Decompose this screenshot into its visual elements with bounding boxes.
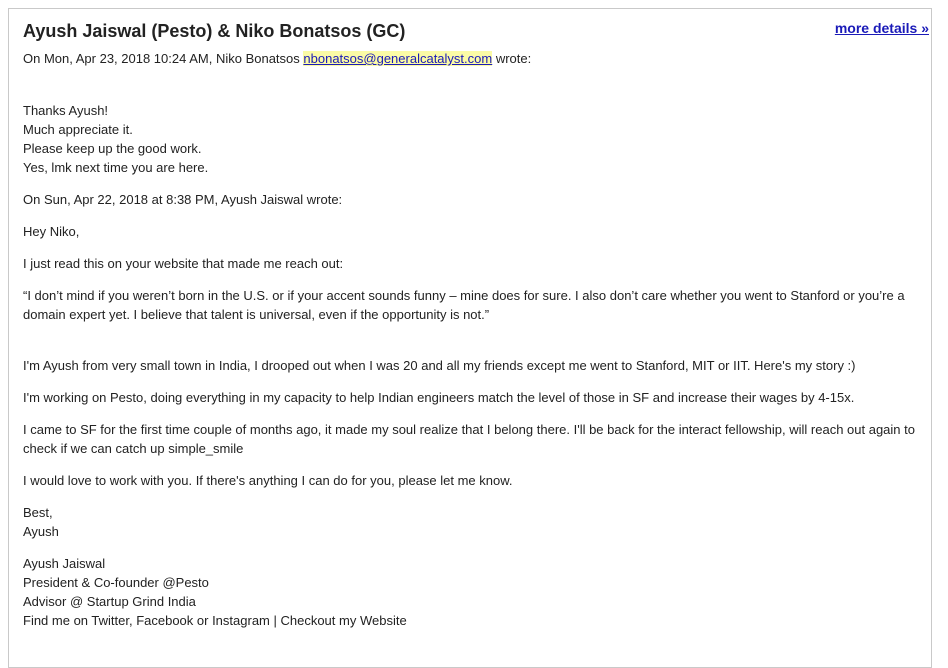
signature-title: President & Co-founder @Pesto bbox=[23, 575, 209, 590]
more-details-link[interactable]: more details » bbox=[834, 20, 929, 36]
reply-line: Much appreciate it. bbox=[23, 122, 133, 137]
email-subject: Ayush Jaiswal (Pesto) & Niko Bonatsos (GC) bbox=[23, 21, 406, 41]
reply-line: Thanks Ayush! bbox=[23, 103, 109, 118]
intro-line: I just read this on your website that made me reach out: bbox=[23, 256, 344, 271]
body-paragraph: I'm Ayush from very small town in India, I drooped out when I was 20 and all my friends except me went to Stanford, MIT or IIT. Here's my story :) bbox=[23, 358, 856, 373]
original-attribution: On Sun, Apr 22, 2018 at 8:38 PM, Ayush Jaiswal wrote: bbox=[23, 192, 343, 207]
email-panel bbox=[8, 8, 932, 668]
greeting: Hey Niko, bbox=[23, 224, 80, 239]
sender-email-link[interactable]: nbonatsos@generalcatalyst.com bbox=[303, 51, 493, 66]
reply-attribution bbox=[23, 49, 531, 68]
body-paragraph: I came to SF for the first time couple of months ago, it made my soul realize that I belong there. I'll be back for the interact fellowship, will reach out again to check if we can catch up simple_smile bbox=[23, 422, 915, 456]
reply-attribution-prefix: On Mon, Apr 23, 2018 10:24 AM, Niko Bonatsos bbox=[23, 51, 300, 66]
signature-name: Ayush Jaiswal bbox=[23, 556, 106, 571]
body-paragraph: I would love to work with you. If there's anything I can do for you, please let me know. bbox=[23, 473, 513, 488]
signature-advisor: Advisor @ Startup Grind India bbox=[23, 594, 196, 609]
body-paragraph: I'm working on Pesto, doing everything in my capacity to help Indian engineers match the level of those in SF and increase their wages by 4-15x. bbox=[23, 390, 855, 405]
signoff-name: Ayush bbox=[23, 524, 59, 539]
website-quote: “I don’t mind if you weren’t born in the U.S. or if your accent sounds funny – mine does for sure. I also don’t care whether you went to Stanford or you’re a domain expert yet. I believe that talent is universal, even if the opportunity is not.” bbox=[23, 288, 905, 322]
reply-line: Please keep up the good work. bbox=[23, 141, 202, 156]
reply-attribution-suffix: wrote: bbox=[495, 51, 532, 66]
reply-line: Yes, lmk next time you are here. bbox=[23, 160, 209, 175]
signature-social: Find me on Twitter, Facebook or Instagram | Checkout my Website bbox=[23, 613, 407, 628]
signoff: Best, bbox=[23, 505, 53, 520]
